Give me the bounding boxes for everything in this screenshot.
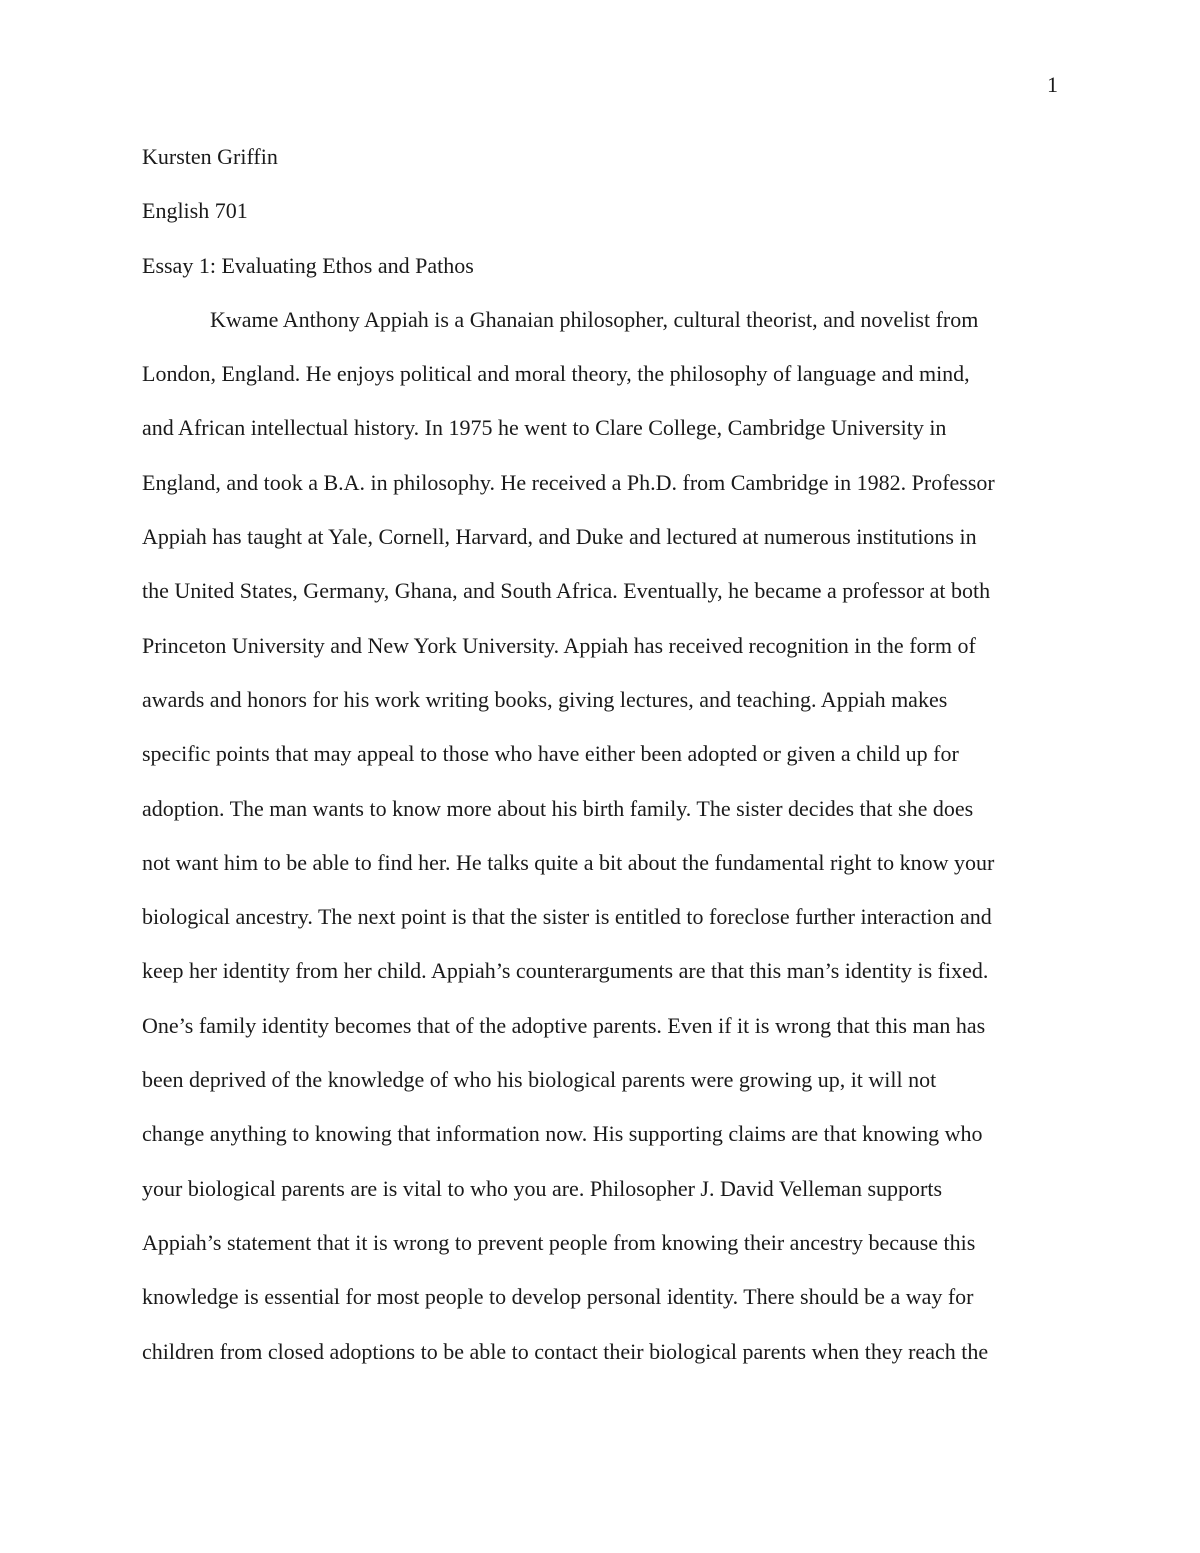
body-line: change anything to knowing that information now. His supporting claims are that knowing who — [142, 1121, 983, 1147]
course-name: English 701 — [142, 198, 248, 224]
body-line: England, and took a B.A. in philosophy. He received a Ph.D. from Cambridge in 1982. Professor — [142, 469, 995, 495]
body-line: knowledge is essential for most people to develop personal identity. There should be a way for — [142, 1284, 974, 1310]
body-line: adoption. The man wants to know more about his birth family. The sister decides that she does — [142, 795, 974, 821]
body-line: been deprived of the knowledge of who his biological parents were growing up, it will not — [142, 1067, 937, 1093]
essay-title: Essay 1: Evaluating Ethos and Pathos — [142, 252, 474, 278]
page-number: 1 — [1047, 72, 1058, 97]
body-line: Appiah’s statement that it is wrong to prevent people from knowing their ancestry because this — [142, 1229, 976, 1255]
body-line: your biological parents are is vital to who you are. Philosopher J. David Velleman supports — [142, 1175, 943, 1201]
body-line: One’s family identity becomes that of the adoptive parents. Even if it is wrong that this man has — [142, 1012, 986, 1038]
body-line: London, England. He enjoys political and moral theory, the philosophy of language and mind, — [142, 361, 970, 387]
author-name: Kursten Griffin — [142, 144, 278, 169]
body-line: Kwame Anthony Appiah is a Ghanaian philosopher, cultural theorist, and novelist from — [210, 306, 979, 332]
body-line: not want him to be able to find her. He talks quite a bit about the fundamental right to know your — [142, 849, 995, 875]
body-line: keep her identity from her child. Appiah’s counterarguments are that this man’s identity is fixed. — [142, 958, 989, 984]
body-line: children from closed adoptions to be able to contact their biological parents when they reach the — [142, 1338, 989, 1364]
essay-text — [142, 142, 1062, 1391]
body-line: the United States, Germany, Ghana, and South Africa. Eventually, he became a professor at both — [142, 578, 991, 604]
body-line: awards and honors for his work writing books, giving lectures, and teaching. Appiah makes — [142, 686, 948, 712]
body-line: specific points that may appeal to those who have either been adopted or given a child up for — [142, 741, 959, 767]
body-line: and African intellectual history. In 1975 he went to Clare College, Cambridge University in — [142, 415, 947, 441]
body-line: Appiah has taught at Yale, Cornell, Harvard, and Duke and lectured at numerous institutions in — [142, 524, 977, 550]
body-line: Princeton University and New York University. Appiah has received recognition in the form of — [142, 632, 976, 658]
body-line: biological ancestry. The next point is that the sister is entitled to foreclose further interaction and — [142, 904, 992, 930]
